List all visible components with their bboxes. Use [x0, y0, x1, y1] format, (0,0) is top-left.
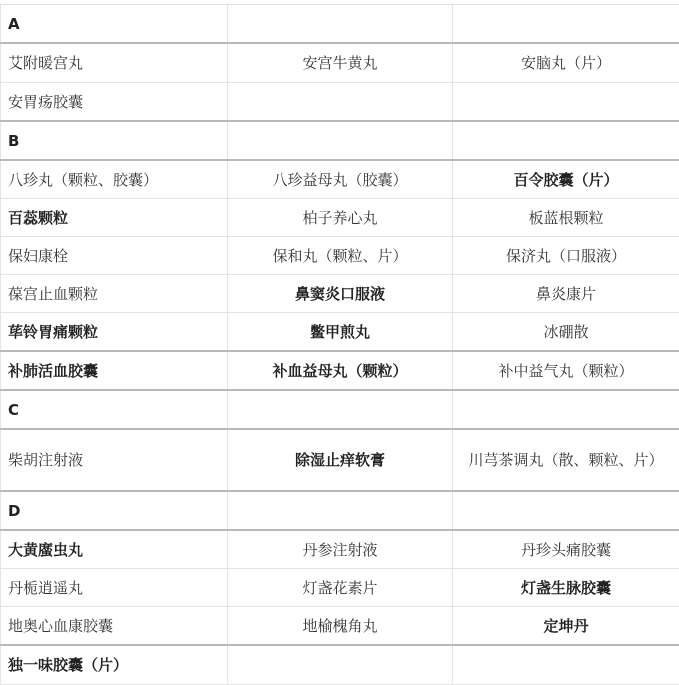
drug-cell: 独一味胶囊（片） [1, 645, 228, 685]
table-row [1, 313, 679, 352]
table-row [1, 351, 679, 390]
table-row [1, 607, 679, 646]
section-header-row [1, 390, 679, 429]
table-row [1, 199, 679, 237]
drug-cell: 除湿止痒软膏 [228, 429, 453, 491]
drug-cell: 补肺活血胶囊 [1, 351, 228, 390]
drug-cell: 灯盏花素片 [228, 569, 453, 607]
drug-cell: 八珍丸（颗粒、胶囊） [1, 160, 228, 199]
empty-cell [453, 491, 679, 530]
drug-cell: 丹参注射液 [228, 530, 453, 569]
section-letter: A [1, 5, 228, 44]
section-header-row [1, 491, 679, 530]
table-row [1, 429, 679, 491]
drug-cell: 丹栀逍遥丸 [1, 569, 228, 607]
section-letter: C [1, 390, 228, 429]
drug-cell: 冰硼散 [453, 313, 679, 352]
table-row [1, 237, 679, 275]
empty-cell [228, 390, 453, 429]
drug-cell: 地榆槐角丸 [228, 607, 453, 646]
drug-cell: 鼻炎康片 [453, 275, 679, 313]
table-row [1, 569, 679, 607]
table-row [1, 83, 679, 122]
drug-cell: 葆宫止血颗粒 [1, 275, 228, 313]
empty-cell [453, 5, 679, 44]
empty-cell [228, 491, 453, 530]
drug-cell: 补血益母丸（颗粒） [228, 351, 453, 390]
section-header-row [1, 121, 679, 160]
drug-cell: 保和丸（颗粒、片） [228, 237, 453, 275]
table-row [1, 530, 679, 569]
empty-cell [453, 83, 679, 122]
drug-cell: 地奥心血康胶囊 [1, 607, 228, 646]
drug-cell: 保济丸（口服液） [453, 237, 679, 275]
drug-cell: 荜铃胃痛颗粒 [1, 313, 228, 352]
table-row [1, 160, 679, 199]
table-row [1, 275, 679, 313]
empty-cell [228, 121, 453, 160]
empty-cell [228, 83, 453, 122]
drug-cell: 安胃疡胶囊 [1, 83, 228, 122]
drug-cell: 板蓝根颗粒 [453, 199, 679, 237]
section-header-row [1, 5, 679, 44]
empty-cell [228, 5, 453, 44]
drug-cell: 鳖甲煎丸 [228, 313, 453, 352]
drug-cell: 百蕊颗粒 [1, 199, 228, 237]
drug-cell: 灯盏生脉胶囊 [453, 569, 679, 607]
drug-cell: 川芎茶调丸（散、颗粒、片） [453, 429, 679, 491]
drug-cell: 安脑丸（片） [453, 43, 679, 83]
drug-cell: 补中益气丸（颗粒） [453, 351, 679, 390]
drug-cell: 大黄䗪虫丸 [1, 530, 228, 569]
drug-cell: 柏子养心丸 [228, 199, 453, 237]
table-row [1, 645, 679, 685]
drug-cell: 八珍益母丸（胶囊） [228, 160, 453, 199]
drug-cell: 安宫牛黄丸 [228, 43, 453, 83]
empty-cell [453, 121, 679, 160]
drug-cell: 百令胶囊（片） [453, 160, 679, 199]
drug-cell: 保妇康栓 [1, 237, 228, 275]
section-letter: D [1, 491, 228, 530]
table-row [1, 43, 679, 83]
drug-cell: 鼻窦炎口服液 [228, 275, 453, 313]
drug-cell: 艾附暖宫丸 [1, 43, 228, 83]
drug-list-table [0, 4, 679, 685]
drug-cell: 定坤丹 [453, 607, 679, 646]
drug-cell: 柴胡注射液 [1, 429, 228, 491]
section-letter: B [1, 121, 228, 160]
empty-cell [453, 645, 679, 685]
drug-cell: 丹珍头痛胶囊 [453, 530, 679, 569]
empty-cell [453, 390, 679, 429]
empty-cell [228, 645, 453, 685]
